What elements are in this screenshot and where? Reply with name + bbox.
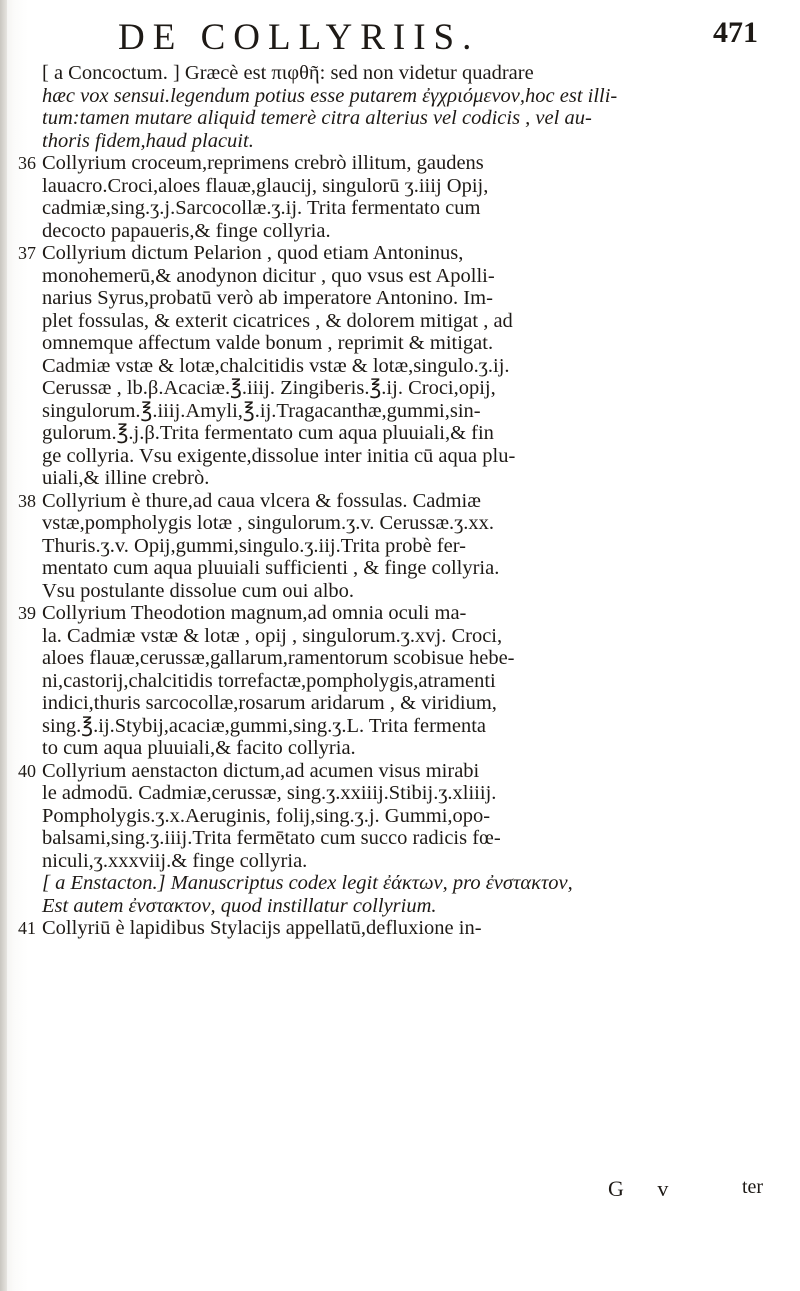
line-text: plet fossulas, & exterit cicatrices , & dolorem mitigat , ad bbox=[42, 309, 513, 332]
line-text: vstæ,pompholygis lotæ , singulorum.ʒ.v. Cerussæ.ʒ.xx. bbox=[42, 512, 494, 534]
line-text: ge collyria. Vsu exigente,dissolue inter initia cū aqua plu- bbox=[42, 444, 516, 467]
text-line bbox=[20, 197, 780, 220]
note-line bbox=[20, 872, 780, 895]
line-text: Cadmiæ vstæ & lotæ,chalcitidis vstæ & lotæ,singulo.ʒ.ij. bbox=[42, 354, 510, 377]
text-line bbox=[20, 355, 780, 378]
line-text: mentato cum aqua pluuiali sufficienti , & finge collyria. bbox=[42, 557, 500, 579]
line-text: Collyrium è thure,ad caua vlcera & fossulas. Cadmiæ bbox=[42, 489, 481, 512]
text-line bbox=[20, 512, 780, 535]
text-line bbox=[20, 692, 780, 715]
paragraph-number: 39 bbox=[18, 603, 36, 623]
text-line bbox=[20, 287, 780, 310]
text-line bbox=[20, 175, 780, 198]
line-text: gulorum.℥.j.β.Trita fermentato cum aqua pluuiali,& fin bbox=[42, 422, 494, 444]
line-text: Collyrium Theodotion magnum,ad omnia oculi ma- bbox=[42, 602, 467, 624]
note-line bbox=[20, 85, 780, 108]
line-text: uiali,& illine crebrò. bbox=[42, 467, 210, 489]
line-text: aloes flauæ,cerussæ,gallarum,ramentorum scobisue hebe- bbox=[42, 647, 515, 669]
text-line bbox=[20, 265, 780, 288]
line-text: narius Syrus,probatū verò ab imperatore Antonino. Im- bbox=[42, 287, 493, 309]
text-line bbox=[20, 535, 780, 558]
body-text bbox=[20, 62, 780, 940]
line-text: la. Cadmiæ vstæ & lotæ , opij , singulorum.ʒ.xvj. Croci, bbox=[42, 624, 503, 647]
line-text: monohemerū,& anodynon dicitur , quo vsus est Apolli- bbox=[42, 264, 495, 287]
line-text: decocto papaueris,& finge collyria. bbox=[42, 219, 331, 242]
text-line bbox=[20, 782, 780, 805]
text-line bbox=[20, 715, 780, 738]
line-text: [ a Enstacton.] Manuscriptus codex legit ἐάκτων, pro ἐνστακτον, bbox=[42, 872, 573, 894]
text-line bbox=[20, 580, 780, 603]
line-text: Pompholygis.ʒ.x.Aeruginis, folij,sing.ʒ.j. Gummi,opo- bbox=[42, 804, 491, 827]
line-text: singulorum.℥.iiij.Amyli,℥.ij.Tragacanthæ,gummi,sin- bbox=[42, 399, 481, 422]
text-line bbox=[20, 62, 780, 85]
paragraph-number: 37 bbox=[18, 243, 36, 263]
line-text: hæc vox sensui.legendum potius esse putarem ἐγχριόμενον,hoc est illi- bbox=[42, 84, 618, 107]
text-line bbox=[20, 647, 780, 670]
catchword: ter bbox=[742, 1176, 764, 1198]
line-text: balsami,sing.ʒ.iiij.Trita fermētato cum succo radicis fœ- bbox=[42, 827, 501, 849]
line-text: cadmiæ,sing.ʒ.j.Sarcocollæ.ʒ.ij. Trita fermentato cum bbox=[42, 197, 481, 219]
line-text: le admodū. Cadmiæ,cerussæ, sing.ʒ.xxiiij.Stibij.ʒ.xliiij. bbox=[42, 782, 497, 804]
text-line bbox=[20, 917, 780, 940]
note-line bbox=[20, 895, 780, 918]
text-line bbox=[20, 422, 780, 445]
line-text: tum:tamen mutare aliquid temerè citra alterius vel codicis , vel au- bbox=[42, 107, 592, 129]
text-line bbox=[20, 152, 780, 175]
line-text: to cum aqua pluuiali,& facito collyria. bbox=[42, 737, 356, 759]
line-text: omnemque affectum valde bonum , reprimit & mitigat. bbox=[42, 332, 494, 354]
text-line bbox=[20, 490, 780, 513]
text-line bbox=[20, 850, 780, 873]
line-text: Collyrium dictum Pelarion , quod etiam Antoninus, bbox=[42, 242, 464, 264]
text-line bbox=[20, 625, 780, 648]
text-line bbox=[20, 377, 780, 400]
text-line bbox=[20, 827, 780, 850]
line-text: niculi,ʒ.xxxviij.& finge collyria. bbox=[42, 849, 308, 872]
text-line bbox=[20, 220, 780, 243]
text-line bbox=[20, 445, 780, 468]
line-text: thoris fidem,haud placuit. bbox=[42, 129, 254, 152]
paragraph-number: 38 bbox=[18, 490, 36, 511]
line-text: Cerussæ , lb.β.Acaciæ.℥.iiij. Zingiberis.℥.ij. Croci,opij, bbox=[42, 377, 496, 399]
page-header bbox=[118, 14, 758, 60]
line-text: sing.℥.ij.Stybij,acaciæ,gummi,sing.ʒ.L. Trita fermenta bbox=[42, 714, 487, 737]
line-text: Collyrium croceum,reprimens crebrò illitum, gaudens bbox=[42, 152, 484, 174]
line-text: Vsu postulante dissolue cum oui albo. bbox=[42, 579, 355, 602]
text-line bbox=[20, 400, 780, 423]
line-text: ni,castorij,chalcitidis torrefactæ,pompholygis,atramenti bbox=[42, 669, 496, 692]
line-text: Est autem ἐνστακτον, quod instillatur collyrium. bbox=[42, 894, 437, 917]
paragraph-number: 40 bbox=[18, 760, 36, 781]
note-line bbox=[20, 130, 780, 153]
line-text: Collyrium aenstacton dictum,ad acumen visus mirabi bbox=[42, 759, 480, 782]
text-line bbox=[20, 242, 780, 265]
line-text: lauacro.Croci,aloes flauæ,glaucij, singulorū ʒ.iiij Opij, bbox=[42, 174, 489, 197]
page-number: 471 bbox=[713, 16, 758, 49]
line-text: Collyriū è lapidibus Stylacijs appellatū,defluxione in- bbox=[42, 917, 482, 939]
text-line bbox=[20, 310, 780, 333]
text-line bbox=[20, 670, 780, 693]
note-line bbox=[20, 107, 780, 130]
text-line bbox=[20, 332, 780, 355]
text-line bbox=[20, 467, 780, 490]
text-line bbox=[20, 557, 780, 580]
text-line bbox=[20, 760, 780, 783]
line-text: Thuris.ʒ.v. Opij,gummi,singulo.ʒ.iij.Trita probè fer- bbox=[42, 534, 466, 557]
line-text: [ a Concoctum. ] Græcè est πιφθῆ: sed non videtur quadrare bbox=[42, 62, 534, 84]
paragraph-number: 36 bbox=[18, 153, 36, 173]
text-line bbox=[20, 805, 780, 828]
line-text: indici,thuris sarcocollæ,rosarum aridarum , & viridium, bbox=[42, 692, 497, 714]
text-line bbox=[20, 737, 780, 760]
binding-edge bbox=[0, 0, 7, 1291]
signature-mark: G v bbox=[608, 1176, 683, 1201]
text-line bbox=[20, 602, 780, 625]
running-head: DE COLLYRIIS. bbox=[118, 16, 480, 58]
paragraph-number: 41 bbox=[18, 918, 36, 938]
